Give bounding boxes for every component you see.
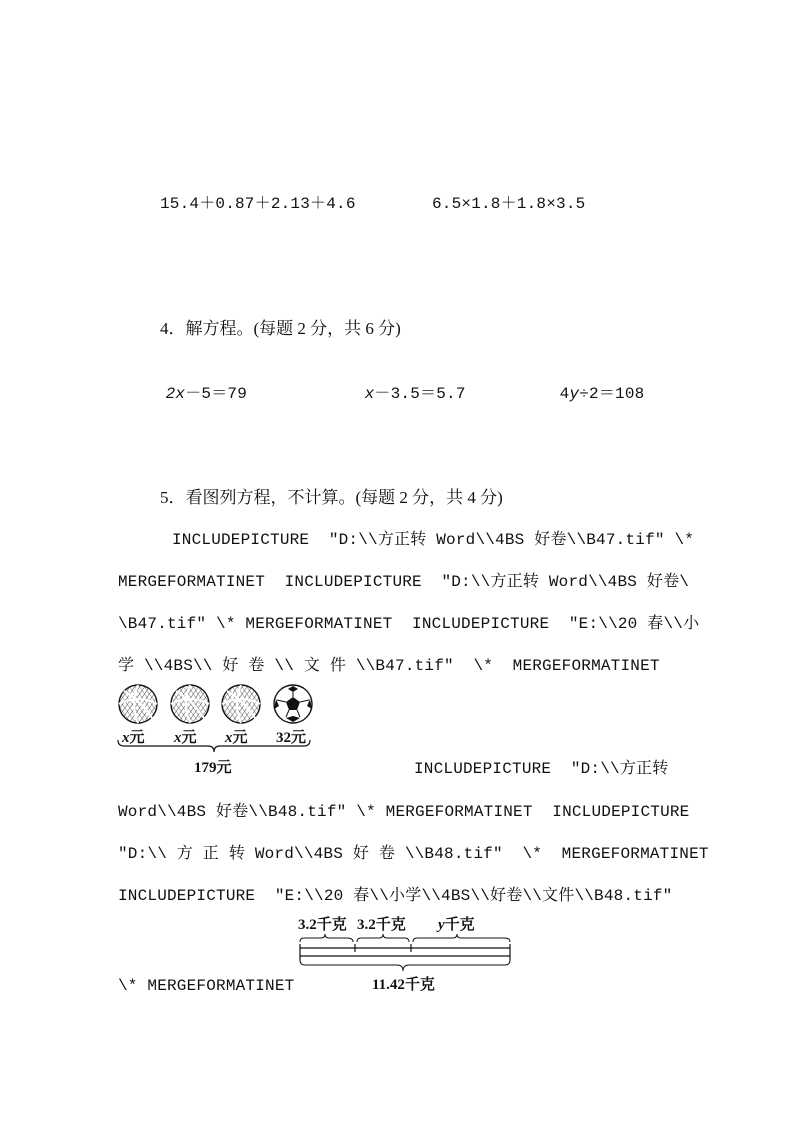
field-code-line-9: \* MERGEFORMATINET — [118, 977, 295, 995]
q4-title: 4．解方程。(每题 2 分，共 6 分) — [160, 319, 401, 338]
segment-label-1: 3.2千克 — [298, 917, 347, 933]
equation-1-rest: －5＝79 — [185, 385, 248, 403]
field-code-line-6: Word\\4BS 好卷\\B48.tif" \* MERGEFORMATINET INCLUDEPICTURE — [118, 803, 690, 821]
basketball-icon — [119, 685, 157, 723]
segment-label-3: y千克 — [438, 917, 475, 933]
segment-total-label: 11.42千克 — [372, 977, 435, 993]
segment-diagram — [295, 930, 520, 975]
calc-expression-2: 6.5×1.8＋1.8×3.5 — [432, 195, 586, 213]
equation-1 — [146, 361, 247, 405]
equation-2-rest: －3.5＝5.7 — [374, 385, 466, 403]
field-code-line-8: INCLUDEPICTURE "E:\\20 春\\小学\\4BS\\好卷\\文件\\B48.tif" — [118, 887, 673, 905]
field-code-line-3: \B47.tif" \* MERGEFORMATINET INCLUDEPICTURE "E:\\20 春\\小 — [118, 615, 700, 633]
soccer-label: 32元 — [276, 730, 307, 746]
ball-label-1: x元 — [122, 730, 145, 746]
equation-2-var: x — [364, 385, 375, 403]
basketball-icon — [171, 685, 209, 723]
equation-1-var: 2x — [165, 385, 186, 403]
field-code-line-2: MERGEFORMATINET INCLUDEPICTURE "D:\\方正转 Word\\4BS 好卷\ — [118, 573, 690, 591]
q5-title: 5．看图列方程，不计算。(每题 2 分，共 4 分) — [160, 488, 503, 507]
equation-2 — [345, 361, 466, 405]
ball-label-2: x元 — [174, 730, 197, 746]
ball-label-3: x元 — [225, 730, 248, 746]
soccer-ball-icon — [274, 685, 312, 723]
equation-3-rest: ÷2＝108 — [579, 385, 645, 403]
field-code-line-4: 学 \\4BS\\ 好 卷 \\ 文 件 \\B47.tif" \* MERGEFORMATINET — [118, 657, 660, 675]
basketball-icon — [222, 685, 260, 723]
calc-expression-1: 15.4＋0.87＋2.13＋4.6 — [160, 195, 356, 213]
equation-3-var: y — [569, 385, 580, 403]
field-code-line-1: INCLUDEPICTURE "D:\\方正转 Word\\4BS 好卷\\B47.tif" \* — [172, 531, 695, 549]
balls-total-label: 179元 — [194, 760, 232, 776]
field-code-line-5: INCLUDEPICTURE "D:\\方正转 — [414, 760, 669, 778]
equation-3 — [540, 361, 644, 405]
segment-label-2: 3.2千克 — [357, 917, 406, 933]
field-code-line-7: "D:\\ 方 正 转 Word\\4BS 好 卷 \\B48.tif" \* MERGEFORMATINET — [118, 845, 709, 863]
equation-3-pre: 4 — [559, 385, 570, 403]
